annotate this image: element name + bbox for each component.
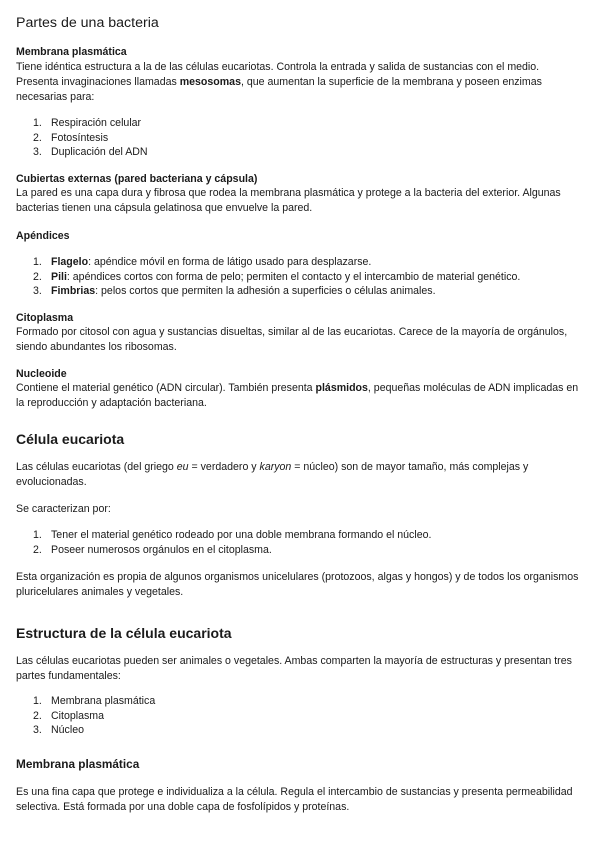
list-item: 1. Respiración celular (33, 117, 142, 129)
estructura-paragraph: Las células eucariotas pueden ser animales o vegetales. Ambas comparten la mayoría de estructuras y presentan tres partes fundamentales: (16, 655, 572, 682)
eucariota-paragraph-3: Esta organización es propia de algunos organismos unicelulares (protozoos, algas y hongos) y de todos los organismos pluricelulares animales y vegetales. (16, 571, 579, 598)
estructura-heading: Estructura de la célula eucariota (16, 625, 232, 641)
list-item: 2. Citoplasma (33, 709, 104, 722)
list-item: 3. Fimbrias: pelos cortos que permiten la adhesión a superficies o células animales. (33, 285, 436, 298)
estructura-list (16, 694, 582, 738)
list-item: 3. Duplicación del ADN (33, 146, 148, 159)
plasmidos-term: plásmidos (315, 382, 368, 394)
membrana2-heading: Membrana plasmática (16, 757, 140, 771)
nucleoide-paragraph: Contiene el material genético (ADN circular). También presenta plásmidos, pequeñas moléculas de ADN implicadas en la reproducción y adaptación bacteriana. (16, 382, 579, 409)
eucariota-list (16, 528, 582, 557)
citoplasma-paragraph: Formado por citosol con agua y sustancias disueltas, similar al de las eucariotas. Carece de la mayoría de orgánulos, siendo abundantes los ribosomas. (16, 326, 568, 353)
membrana-heading: Membrana plasmática (16, 46, 127, 58)
membrana2-paragraph: Es una fina capa que protege e individualiza a la célula. Regula el intercambio de sustancias y presenta permeabilidad selectiva. Está formada por una doble capa de fosfolípidos y proteínas. (16, 786, 573, 813)
mesosomas-term: mesosomas (179, 76, 241, 88)
apendices-heading: Apéndices (16, 230, 70, 242)
list-item: 2. Poseer numerosos orgánulos en el citoplasma. (33, 543, 272, 556)
citoplasma-heading: Citoplasma (16, 312, 74, 324)
membrana-paragraph: Tiene idéntica estructura a la de las células eucariotas. Controla la entrada y salida de sustancias con el medio. Presenta invaginaciones llamadas mesosomas, que aumentan la superficie de la membrana y poseen enzimas necesarias para: (16, 61, 542, 103)
eucariota-paragraph-1: Las células eucariotas (del griego eu = verdadero y karyon = núcleo) son de mayor tamaño, más complejas y evolucionadas. (16, 461, 529, 488)
membrana-list (16, 116, 582, 160)
list-item: 3. Núcleo (33, 724, 84, 737)
list-item: 1. Membrana plasmática (33, 695, 156, 707)
page-title: Partes de una bacteria (16, 15, 159, 31)
list-item: 2. Pili: apéndices cortos con forma de pelo; permiten el contacto y el intercambio de material genético. (33, 270, 521, 283)
list-item: 2. Fotosíntesis (33, 131, 109, 144)
apendices-list (16, 255, 582, 299)
list-item: 1. Tener el material genético rodeado por una doble membrana formando el núcleo. (33, 529, 432, 541)
eucariota-paragraph-2: Se caracterizan por: (16, 503, 111, 515)
list-item: 1. Flagelo: apéndice móvil en forma de látigo usado para desplazarse. (33, 256, 372, 268)
eucariota-heading: Célula eucariota (16, 431, 125, 447)
nucleoide-heading: Nucleoide (16, 368, 67, 380)
cubiertas-heading: Cubiertas externas (pared bacteriana y cápsula) (16, 173, 258, 185)
cubiertas-paragraph: La pared es una capa dura y fibrosa que rodea la membrana plasmática y protege a la bacteria del exterior. Algunas bacterias tienen una cápsula gelatinosa que envuelve la pared. (16, 187, 561, 214)
